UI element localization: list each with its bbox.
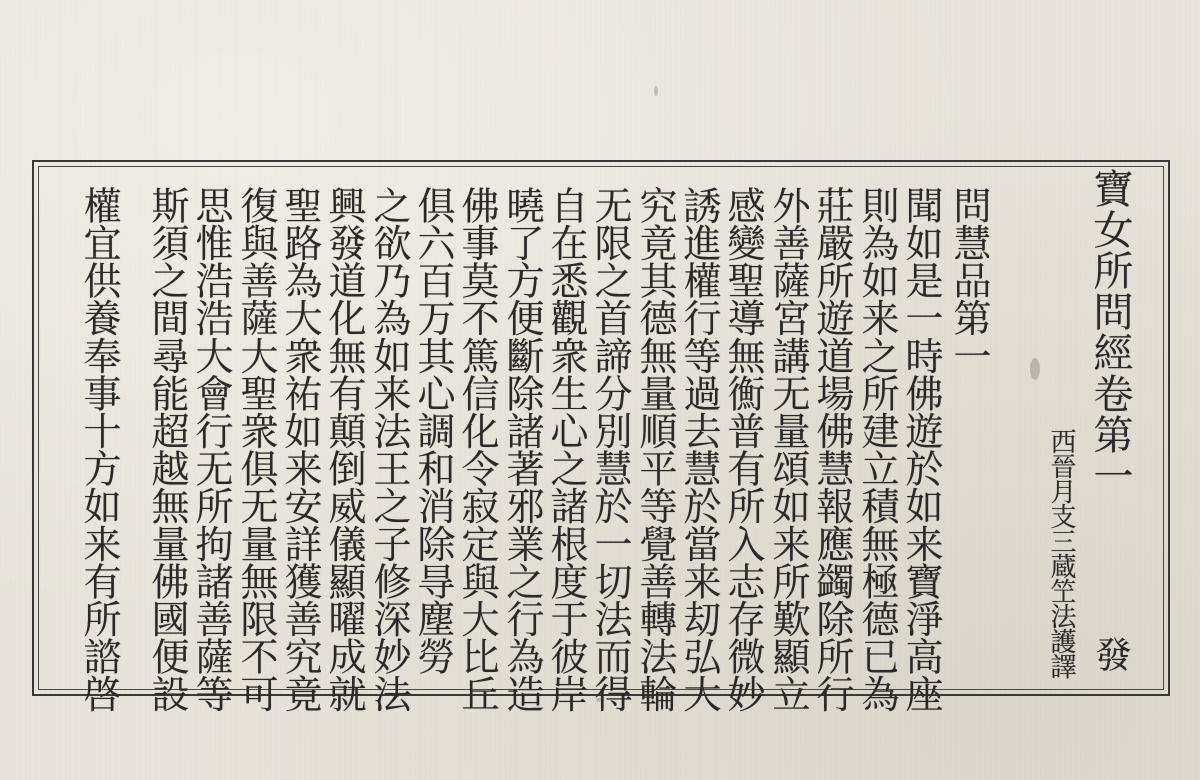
text-column: 斯須之間尋能超越無量佛國便設	[145, 186, 189, 713]
text-column: 莊嚴所遊道場佛慧報應蠲除所行	[810, 186, 854, 713]
text-column: 俱六百万其心調和消除㝵塵勞	[411, 186, 455, 675]
text-column: 興發道化無有顛倒威儀顯曜成就	[322, 186, 366, 713]
text-column: 權宜供養奉事十方如来有所諮啓	[77, 186, 121, 713]
text-column: 聖路為大衆祐如来安詳獲善究竟	[278, 186, 322, 713]
text-column: 之欲乃為如来法王之子修深妙法	[367, 186, 411, 713]
sutra-title: 寶女所問經卷第一	[1087, 168, 1133, 496]
page-mark: 發	[1090, 636, 1131, 672]
text-column: 復與善薩大聖衆俱无量無限不可	[234, 186, 278, 713]
text-column: 无限之首諦分別慧於一切法而得	[588, 186, 632, 713]
translator-line: 西晉月支三蔵笁法護譯	[1046, 428, 1076, 678]
text-column: 外善薩宮講无量頌如来所歎顯立	[766, 186, 810, 713]
text-column: 誘進權行等過去慧於當来刧弘大	[677, 186, 721, 713]
text-column: 究竟其德無量順平等覺善轉法輪	[633, 186, 677, 713]
text-column: 感變聖導無𢖍普有所入志存微妙	[721, 186, 765, 713]
paper-blemish	[654, 86, 658, 96]
chapter-heading: 問慧品第一	[947, 186, 991, 375]
text-column: 思惟浩浩大會行无所拘諸善薩等	[189, 186, 233, 713]
text-column: 聞如是一時佛遊於如来寶淨高座	[899, 186, 943, 713]
text-column: 則為如来之所建立積無極德已為	[855, 186, 899, 713]
text-column: 佛事莫不篤信化令寂定與大比丘	[455, 186, 499, 713]
text-column: 自在悉觀衆生心之諸根度于彼岸	[544, 186, 588, 713]
text-column: 曉了方便斷除諸著邪業之行為造	[500, 186, 544, 713]
